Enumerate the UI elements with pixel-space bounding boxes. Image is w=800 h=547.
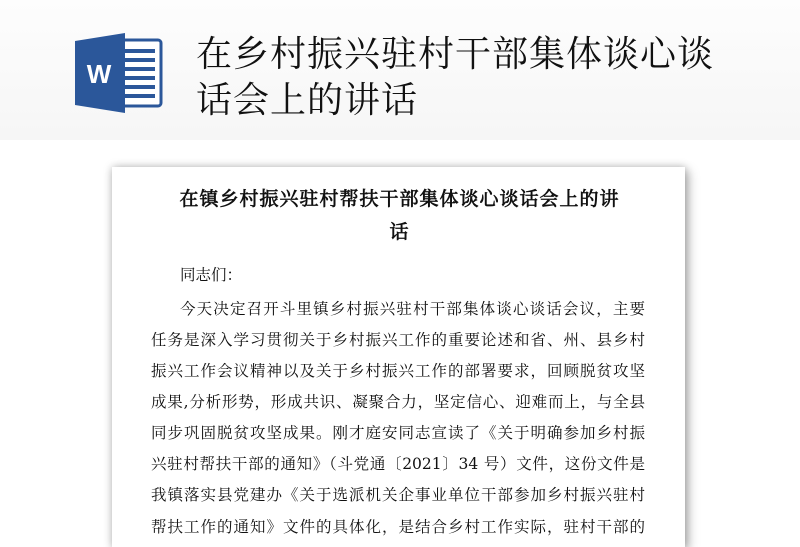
word-document-icon	[75, 33, 163, 113]
body-line: 任务是深入学习贯彻关于乡村振兴工作的重要论述和省、州、县乡村	[151, 331, 645, 349]
document-title-line: 话	[389, 221, 410, 243]
svg-text:W: W	[86, 59, 112, 89]
salutation: 同志们：	[180, 266, 243, 284]
body-line: 成果,分析形势，形成共识、凝聚合力，坚定信心、迎难而上，与全县	[151, 393, 645, 411]
body-line: 帮扶工作的通知》文件的具体化，是结合乡村工作实际，驻村干部的	[151, 518, 645, 536]
body-line: 今天决定召开斗里镇乡村振兴驻村干部集体谈心谈话会议，主要	[180, 300, 645, 318]
body-line: 振兴工作会议精神以及关于乡村振兴工作的部署要求，回顾脱贫攻坚	[151, 362, 645, 380]
header-title	[196, 32, 756, 124]
document-title	[152, 183, 647, 249]
body-line: 同步巩固脱贫攻坚成果。刚才庭安同志宣读了《关于明确参加乡村振	[151, 424, 645, 442]
body-line: 我镇落实县党建办《关于选派机关企事业单位干部参加乡村振兴驻村	[151, 486, 645, 504]
header-title-line: 话会上的讲话	[196, 80, 419, 121]
header-title-line: 在乡村振兴驻村干部集体谈心谈	[196, 34, 715, 75]
document-page	[112, 167, 685, 547]
document-title-line: 在镇乡村振兴驻村帮扶干部集体谈心谈话会上的讲	[179, 188, 620, 210]
body-line: 兴驻村帮扶干部的通知》（斗党通〔2021〕34 号）文件，这份文件是	[151, 455, 645, 473]
